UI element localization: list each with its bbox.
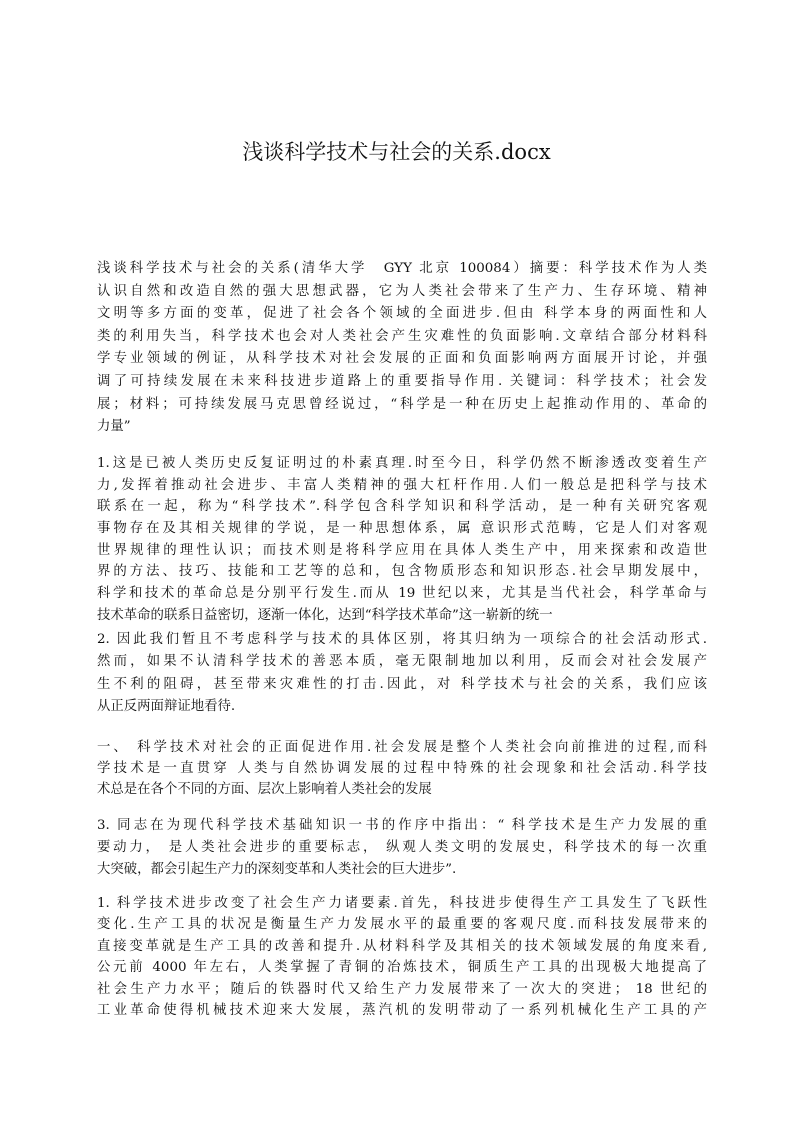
text-line: 1.这是已被人类历史反复证明过的朴素真理.时至今日，科学仍然不断渗透改变着生产 (97, 456, 707, 471)
text-line: 工业革命使得机械技术迎来大发展，蒸汽机的发明带动了一系列机械化生产工具的产 (97, 1002, 707, 1018)
text-line: 文明等多方面的变革，促进了社会各个领域的全面进步.但由 科学本身的两面性和人 (97, 306, 707, 322)
text-line: 世界规律的理性认识；而技术则是将科学应用在具体人类生产中，用来探索和改造世 (97, 542, 707, 558)
text-line: 调了可持续发展在未来科技进步道路上的重要指导作用. 关键词：科学技术；社会发 (97, 373, 707, 389)
text-line: 3. 同志在为现代科学技术基础知识一书的作序中指出：“ 科学技术是生产力发展的重 (97, 818, 707, 833)
text-line: 生不利的阻碍，甚至带来灾难性的打击.因此，对 科学技术与社会的关系，我们应该 (97, 676, 707, 692)
document-title: 浅谈科学技术与社会的关系.docx (242, 140, 551, 164)
text-line: 大突破，都会引起生产力的深刻变革和人类社会的巨大进步”. (97, 862, 457, 877)
text-line: 力量” (97, 419, 131, 435)
text-line: 从正反两面辩证地看待. (97, 698, 236, 714)
text-line: 学专业领域的例证，从科学技术对社会发展的正面和负面影响两方面展开讨论，并强 (97, 351, 707, 367)
paragraph-section-2 (97, 629, 707, 718)
text-line: 展；材料；可持续发展马克思曾经说过，“科学是一种在历史上起推动作用的、革命的 (97, 396, 707, 412)
text-line: 公元前 4000 年左右，人类掌握了青铜的冶炼技术，铜质生产工具的出现极大地提高了 (97, 960, 707, 976)
text-line: 然而，如果不认清科学技术的善恶本质，毫无限制地加以利用，反而会对社会发展产 (97, 654, 707, 670)
paragraph-section-1 (97, 453, 707, 627)
text-line: 2. 因此我们暂且不考虑科学与技术的具体区别，将其归纳为一项综合的社会活动形式. (97, 632, 707, 647)
text-line: 科学和技术的革命总是分别平行发生.而从 19 世纪以来，尤其是当代社会，科学革命与 (97, 586, 707, 602)
text-line: 事物存在及其相关规律的学说，是一种思想体系，属 意识形式范畴，它是人们对客观 (97, 521, 707, 537)
text-line: 认识自然和改造自然的强大思想武器，它为人类社会带来了生产力、生存环境、精神 (97, 283, 707, 299)
text-line: 术总是在各个不同的方面、层次上影响着人类社会的发展 (97, 782, 432, 797)
text-line: 力,发挥着推动社会进步、丰富人类精神的强大杠杆作用.人们一般总是把科学与技术 (97, 477, 707, 493)
paragraph-section-3 (97, 815, 707, 881)
text-line: 要动力， 是人类社会进步的重要标志， 纵观人类文明的发展史，科学技术的每一次重 (97, 840, 707, 855)
text-line: 直接变革就是生产工具的改善和提升.从材料科学及其相关的技术领域发展的角度来看, (97, 938, 707, 954)
text-line: 1. 科学技术进步改变了社会生产力诸要素.首先，科技进步使得生产工具发生了飞跃性 (97, 896, 707, 911)
text-line: 界的方法、技巧、技能和工艺等的总和，包含物质形态和知识形态.社会早期发展中， (97, 564, 707, 580)
text-line: 浅谈科学技术与社会的关系(清华大学 GYY 北京 100084）摘要：科学技术作为人类 (97, 261, 707, 276)
paragraph-heading-one (97, 737, 707, 800)
text-line: 技术革命的联系日益密切，逐渐一体化，达到“科学技术革命”这一崭新的统一 (97, 607, 553, 623)
paragraph-abstract (97, 258, 707, 439)
text-line: 变化.生产工具的状况是衡量生产力发展水平的最重要的客观尺度.而科技发展带来的 (97, 917, 707, 933)
paragraph-subsection-1 (97, 893, 707, 1021)
text-line: 联系在一起，称为“科学技术”.科学包含科学知识和科学活动，是一种有关研究客观 (97, 499, 707, 515)
text-line: 学技术是一直贯穿 人类与自然协调发展的过程中特殊的社会现象和社会活动.科学技 (97, 761, 707, 776)
text-line: 类的利用失当，科学技术也会对人类社会产生灾难性的负面影响.文章结合部分材料科 (97, 328, 707, 344)
text-line: 社会生产力水平；随后的铁器时代又给生产力发展带来了一次大的突进； 18 世纪的 (97, 981, 707, 997)
text-line: 一、 科学技术对社会的正面促进作用.社会发展是整个人类社会向前推进的过程,而科 (97, 740, 707, 755)
